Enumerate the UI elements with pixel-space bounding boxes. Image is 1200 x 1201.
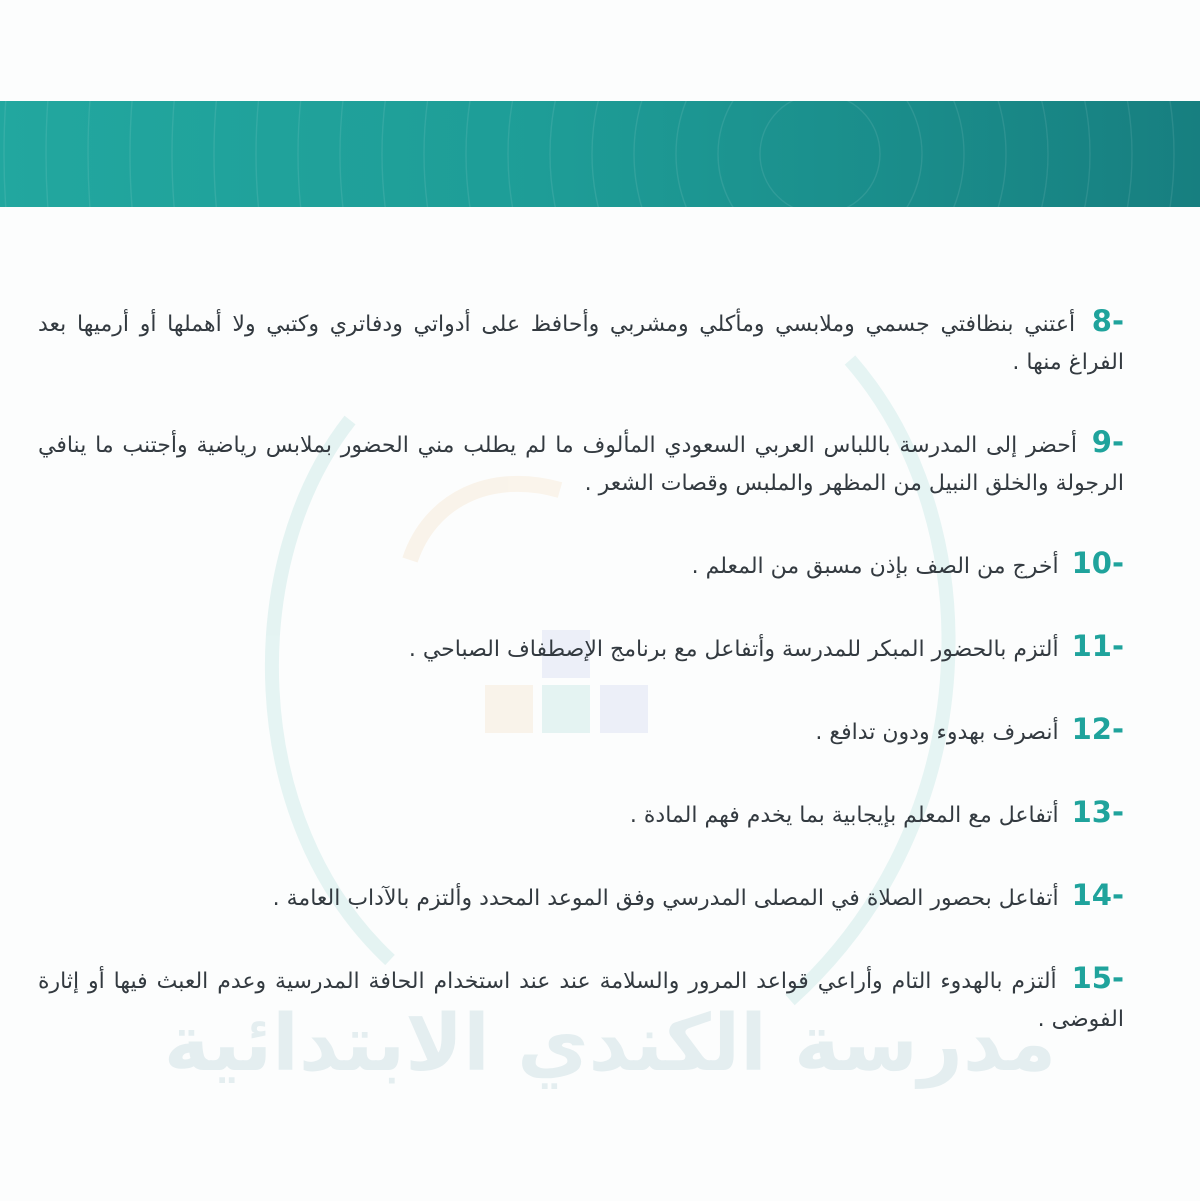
rule-text: أعتني بنظافتي جسمي وملابسي ومأكلي ومشربي وأحافظ على أدواتي ودفاتري وكتبي ولا أهملها أو أرميها بعد الفراغ منها . xyxy=(38,312,1124,375)
rule-item xyxy=(38,793,1124,835)
banner-arc xyxy=(718,52,922,256)
rule-number: 9- xyxy=(1091,425,1124,459)
rule-item xyxy=(38,710,1124,752)
rule-text: أنصرف بهدوء ودون تدافع . xyxy=(815,720,1059,745)
banner-arc xyxy=(634,0,1006,340)
rule-number: 12- xyxy=(1071,712,1124,746)
banner-arc xyxy=(676,10,964,298)
rule-item xyxy=(38,302,1124,382)
rule-text: أخرج من الصف بإذن مسبق من المعلم . xyxy=(691,554,1059,579)
rule-text: أتفاعل مع المعلم بإيجابية بما يخدم فهم المادة . xyxy=(629,803,1059,828)
banner-arc-pattern xyxy=(0,101,1200,207)
rule-text: ألتزم بالهدوء التام وأراعي قواعد المرور والسلامة عند عند استخدام الحافة المدرسية وعدم العبث فيها أو إثارة الفوضى . xyxy=(38,969,1124,1032)
rule-number: 15- xyxy=(1071,961,1124,995)
watermark-school-name: مدرسة الكندي الابتدائية xyxy=(163,999,1057,1089)
rule-item xyxy=(38,544,1124,586)
rule-text: ألتزم بالحضور المبكر للمدرسة وأتفاعل مع برنامج الإصطفاف الصباحي . xyxy=(408,637,1059,662)
rule-item xyxy=(38,423,1124,503)
rule-number: 10- xyxy=(1071,546,1124,580)
rule-number: 11- xyxy=(1071,629,1124,663)
rule-number: 14- xyxy=(1071,878,1124,912)
rule-text: أتفاعل بحصور الصلاة في المصلى المدرسي وفق الموعد المحدد وألتزم بالآداب العامة . xyxy=(272,886,1059,911)
rule-number: 13- xyxy=(1071,795,1124,829)
rule-item xyxy=(38,876,1124,918)
rules-list xyxy=(38,302,1124,1080)
rule-number: 8- xyxy=(1091,304,1125,338)
banner-arc xyxy=(760,94,880,214)
rule-item xyxy=(38,959,1124,1039)
rule-item xyxy=(38,627,1124,669)
rule-text: أحضر إلى المدرسة باللباس العربي السعودي المألوف ما لم يطلب مني الحضور بملابس رياضية وأجتنب ما ينافي الرجولة والخلق النبيل من المظهر والملبس وقصات الشعر . xyxy=(38,433,1124,496)
header-banner xyxy=(0,101,1200,207)
